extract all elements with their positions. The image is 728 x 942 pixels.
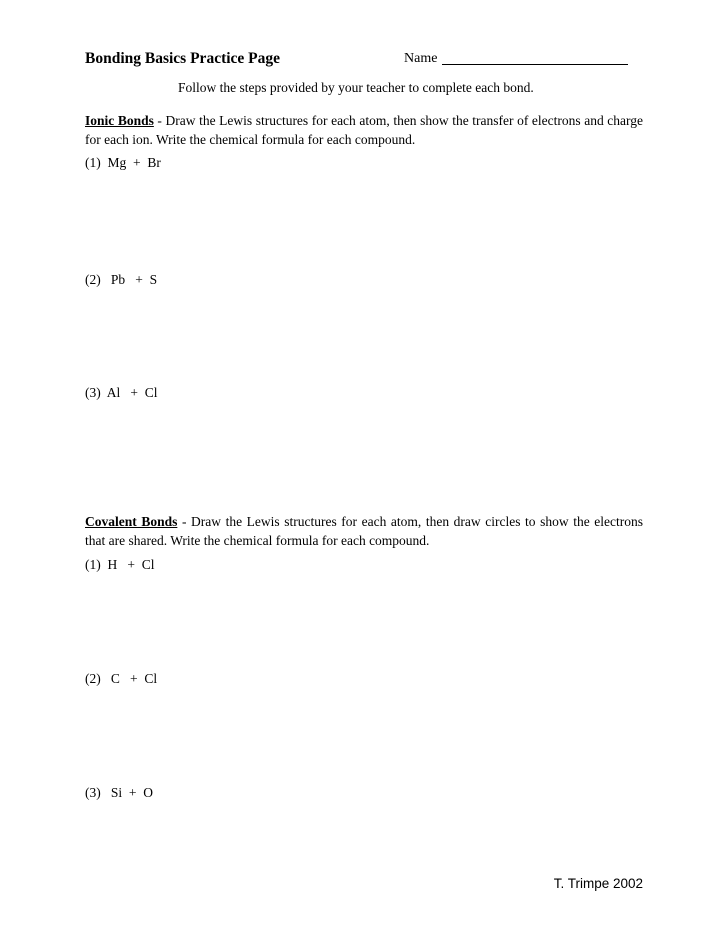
page-title: Bonding Basics Practice Page bbox=[85, 50, 281, 67]
covalent-problem-3: (3) Si + O bbox=[85, 785, 153, 800]
author-credit: T. Trimpe 2002 bbox=[553, 876, 643, 891]
covalent-problem-2: (2) C + Cl bbox=[85, 671, 158, 686]
name-label: Name bbox=[404, 51, 438, 66]
ionic-bonds-heading: Ionic Bonds bbox=[85, 113, 154, 128]
ionic-problem-3: (3) Al + Cl bbox=[85, 385, 158, 400]
ionic-problem-2: (2) Pb + S bbox=[85, 272, 158, 287]
covalent-bonds-paragraph bbox=[85, 512, 643, 550]
ionic-bonds-description: - Draw the Lewis structures for each atom, then show the transfer of electrons and charge for each ion. Write the chemical formula for each compound. bbox=[85, 113, 643, 147]
ionic-bonds-paragraph bbox=[85, 111, 643, 149]
covalent-bonds-description: - Draw the Lewis structures for each atom, then draw circles to show the electrons that are shared. Write the chemical formula for each compound. bbox=[85, 514, 643, 548]
instructions: Follow the steps provided by your teacher to complete each bond. bbox=[178, 80, 534, 95]
covalent-bonds-heading: Covalent Bonds bbox=[85, 514, 178, 529]
name-blank-line bbox=[442, 64, 628, 65]
covalent-problem-1: (1) H + Cl bbox=[85, 557, 155, 572]
ionic-problem-1: (1) Mg + Br bbox=[85, 155, 161, 170]
